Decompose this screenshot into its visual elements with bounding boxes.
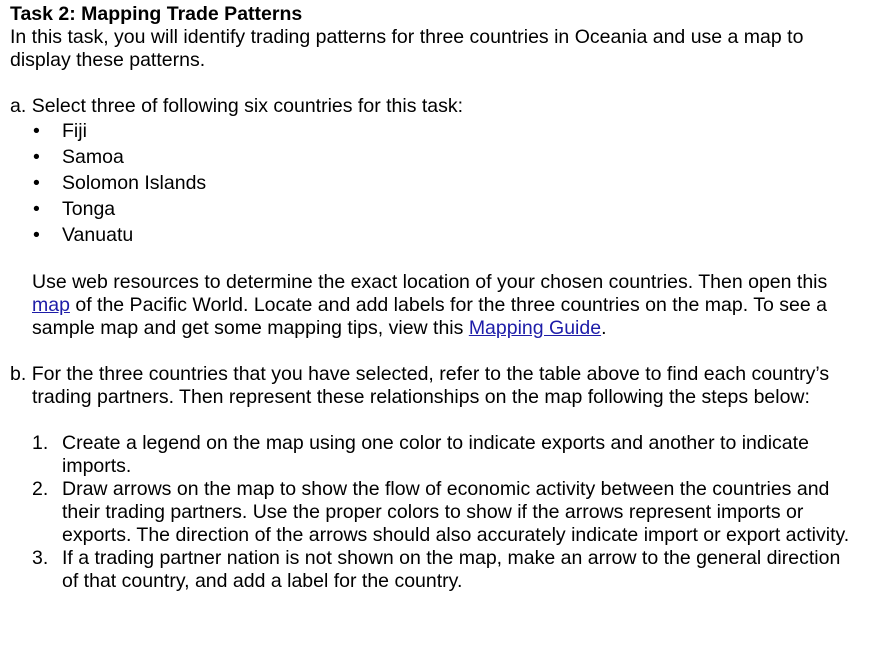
instructions-text-2: of the Pacific World. Locate and add labels for the three countries on the map. To see a sample map and get some mapping tips, view this <box>32 294 827 339</box>
page-title: Task 2: Mapping Trade Patterns <box>10 3 303 25</box>
section-a-heading <box>10 95 850 118</box>
section-b-heading <box>10 363 850 409</box>
step-text: Create a legend on the map using one color to indicate exports and another to indicate imports. <box>62 432 809 477</box>
bullet-icon: • <box>33 172 40 194</box>
instructions-text-3: . <box>601 317 607 339</box>
intro-paragraph: In this task, you will identify trading patterns for three countries in Oceania and use a map to display these patterns. <box>10 26 804 71</box>
step-number: 3. <box>32 547 49 569</box>
step-text: Draw arrows on the map to show the flow of economic activity between the countries and their trading partners. Use the proper colors to show if the arrows represent imports or exports. The direction of the arrows should also accurately indicate import or export activity. <box>62 478 850 546</box>
step-number: 1. <box>32 432 49 454</box>
list-item <box>32 432 850 478</box>
country-name: Fiji <box>62 120 87 142</box>
section-b-label: b. <box>10 363 27 385</box>
country-name: Vanuatu <box>62 224 134 246</box>
list-item <box>33 222 850 248</box>
country-name: Solomon Islands <box>62 172 207 194</box>
spacer <box>10 248 850 271</box>
bullet-icon: • <box>33 146 40 168</box>
steps-list <box>10 432 850 593</box>
country-list <box>10 118 850 248</box>
list-item <box>32 547 850 593</box>
list-item <box>32 478 850 547</box>
section-a-text: Select three of following six countries for this task: <box>31 95 464 117</box>
spacer <box>10 340 850 363</box>
location-instructions <box>10 271 850 340</box>
spacer <box>10 72 850 95</box>
section-a-label: a. <box>10 95 27 117</box>
section-b-text: For the three countries that you have selected, refer to the table above to find each country’s trading partners. Then represent these relationships on the map following the steps below: <box>31 363 830 408</box>
list-item <box>33 170 850 196</box>
country-name: Samoa <box>62 146 124 168</box>
list-item <box>33 196 850 222</box>
bullet-icon: • <box>33 120 40 142</box>
map-link[interactable]: map <box>32 294 70 316</box>
instructions-text-1: Use web resources to determine the exact location of your chosen countries. Then open this <box>32 271 828 293</box>
country-name: Tonga <box>62 198 116 220</box>
bullet-icon: • <box>33 224 40 246</box>
spacer <box>10 409 850 432</box>
bullet-icon: • <box>33 198 40 220</box>
mapping-guide-link[interactable]: Mapping Guide <box>468 317 602 339</box>
step-number: 2. <box>32 478 49 500</box>
step-text: If a trading partner nation is not shown on the map, make an arrow to the general direction of that country, and add a label for the country. <box>62 547 841 592</box>
list-item <box>33 118 850 144</box>
list-item <box>33 144 850 170</box>
